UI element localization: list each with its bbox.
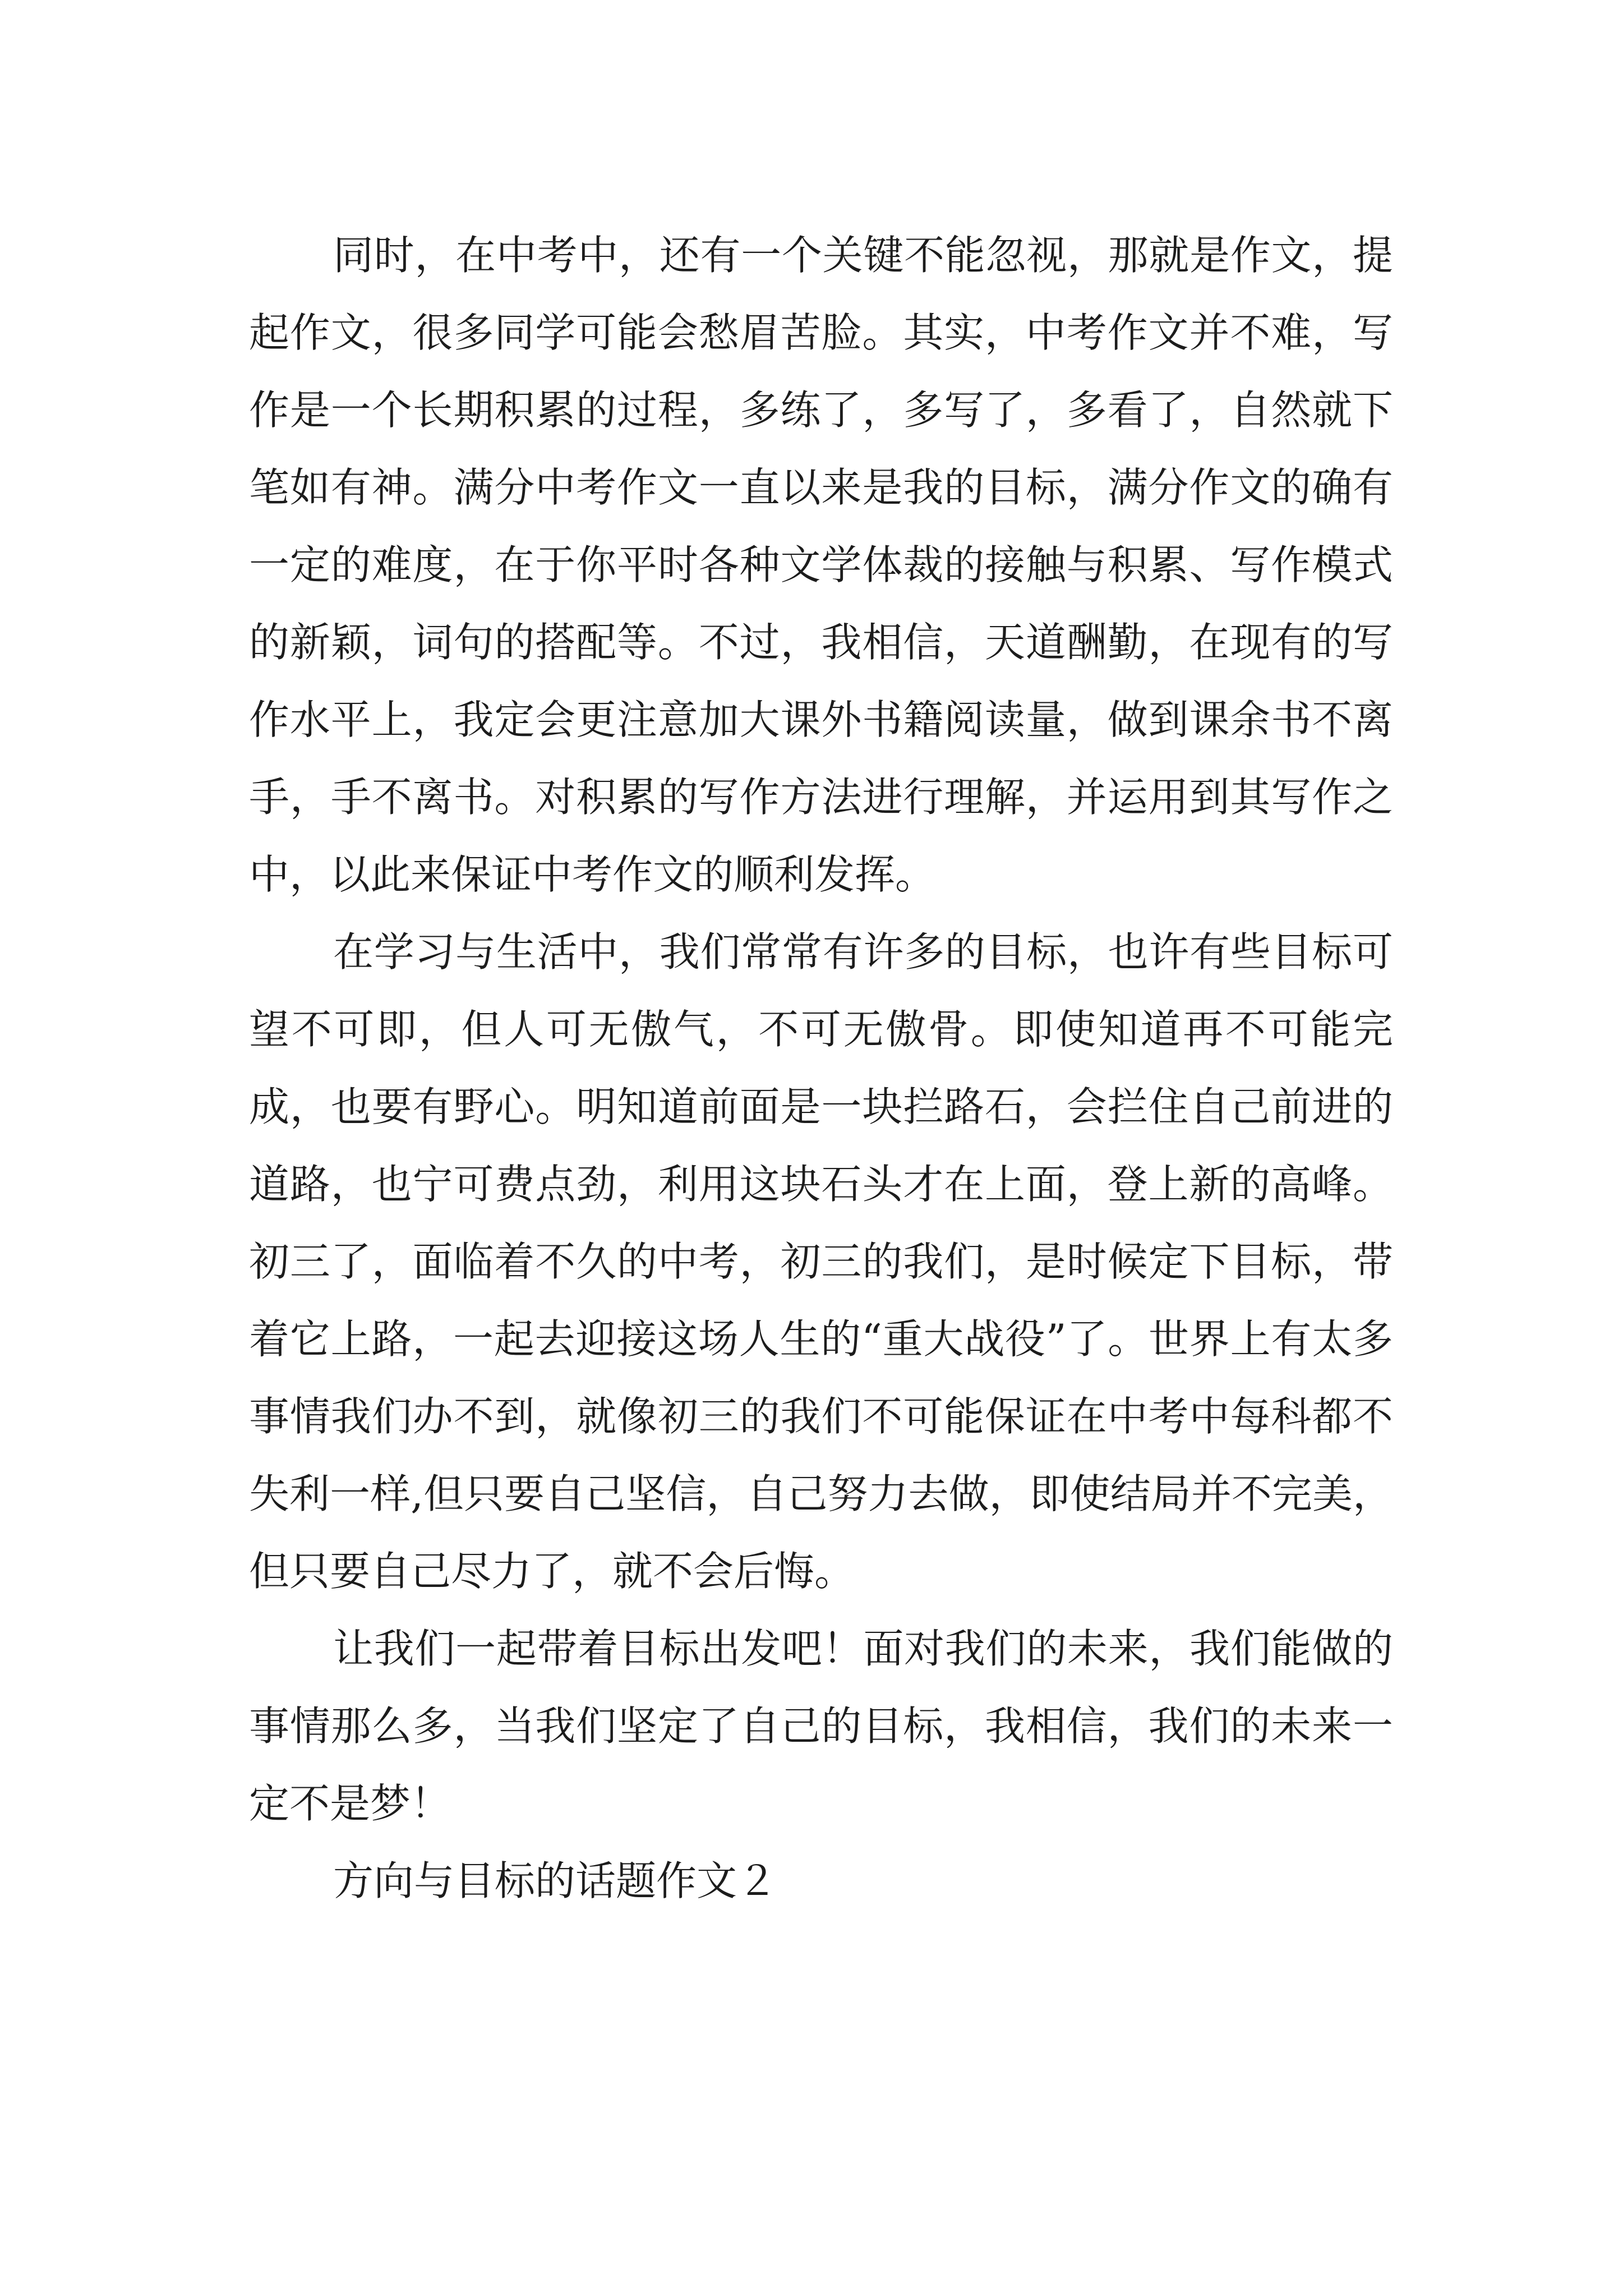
paragraph-2: 在学习与生活中，我们常常有许多的目标，也许有些目标可望不可即，但人可无傲气，不可无傲骨。即使知道再不可能完成，也要有野心。明知道前面是一块拦路石，会拦住自己前进的道路，也宁可费点劲，利用这块石头才在上面，登上新的高峰。初三了，面临着不久的中考，初三的我们，是时候定下目标，带着它上路，一起去迎接这场人生的“重大战役”了。世界上有太多事情我们办不到，就像初三的我们不可能保证在中考中每科都不失利一样,但只要自己坚信，自己努力去做，即使结局并不完美，但只要自己尽力了，就不会后悔。: [249, 928, 1393, 1595]
document-body: [249, 217, 1393, 1920]
paragraph-3: 让我们一起带着目标出发吧！面对我们的未来，我们能做的事情那么多，当我们坚定了自己的目标，我相信，我们的未来一定不是梦！: [249, 1625, 1393, 1827]
paragraph-1: 同时，在中考中，还有一个关键不能忽视，那就是作文，提起作文，很多同学可能会愁眉苦脸。其实，中考作文并不难，写作是一个长期积累的过程，多练了，多写了，多看了，自然就下笔如有神。满分中考作文一直以来是我的目标，满分作文的确有一定的难度，在于你平时各种文学体裁的接触与积累、写作模式的新颖，词句的搭配等。不过，我相信，天道酬勤，在现有的写作水平上，我定会更注意加大课外书籍阅读量，做到课余书不离手，手不离书。对积累的写作方法进行理解，并运用到其写作之中，以此来保证中考作文的顺利发挥。: [249, 232, 1393, 898]
section-heading: 方向与目标的话题作文２: [333, 1857, 778, 1904]
